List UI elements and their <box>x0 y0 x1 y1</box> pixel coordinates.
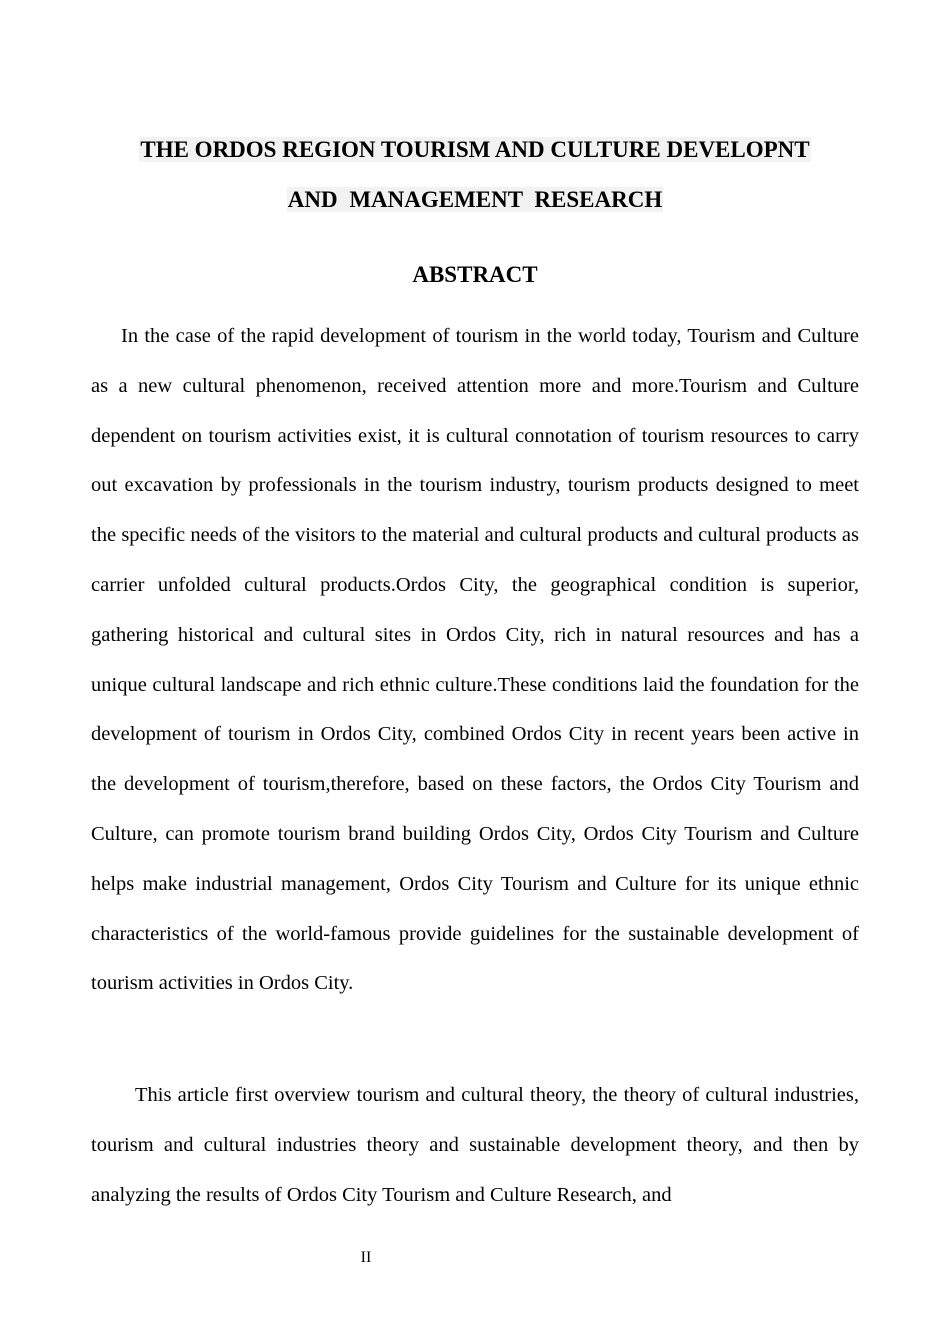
title-line-1-text: THE ORDOS REGION TOURISM AND CULTURE DEVELOPNT <box>140 137 810 162</box>
title-line-2-text: AND MANAGEMENT RESEARCH <box>287 187 663 212</box>
abstract-paragraph-2: This article first overview tourism and cultural theory, the theory of cultural industries, tourism and cultural industries theory and sustainable development theory, and then by analyzing the results of Ordos City Tourism and Culture Research, and <box>91 1084 859 1206</box>
document-title-line-1 <box>0 135 950 165</box>
document-title-line-2 <box>0 185 950 215</box>
page-number: II <box>360 1249 372 1266</box>
abstract-heading: ABSTRACT <box>412 262 538 287</box>
abstract-paragraph-1: In the case of the rapid development of tourism in the world today, Tourism and Culture as a new cultural phenomenon, received attention more and more.Tourism and Culture dependent on tourism activities exist, it is cultural connotation of tourism resources to carry out excavation by professionals in the tourism industry, tourism products designed to meet the specific needs of the visitors to the material and cultural products and cultural products as carrier unfolded cultural products.Ordos City, the geographical condition is superior, gathering historical and cultural sites in Ordos City, rich in natural resources and has a unique cultural landscape and rich ethnic culture.These conditions laid the foundation for the development of tourism in Ordos City, combined Ordos City in recent years been active in the development of tourism,therefore, based on these factors, the Ordos City Tourism and Culture, can promote tourism brand building Ordos City, Ordos City Tourism and Culture helps make industrial management, Ordos City Tourism and Culture for its unique ethnic characteristics of the world-famous provide guidelines for the sustainable development of tourism activities in Ordos City. <box>91 325 859 995</box>
